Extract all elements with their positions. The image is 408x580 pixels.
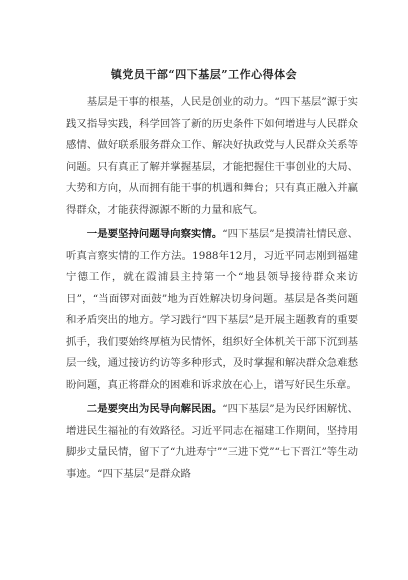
paragraph-lead: 一是要坚持问题导向察实情。	[86, 228, 223, 240]
document-body	[66, 92, 358, 488]
paragraph-intro	[66, 92, 358, 221]
paragraph-text: 基层是干事的根基，人民是创业的动力。“四下基层”源于实践又指导实践，科学回答了新的历史条件下如何增进与人民群众感情、做好联系服务群众工作、解决好执政党与人民群众关系等问题。只有真正了解并掌握基层，才能把握住干事创业的大局、大势和方向，从而拥有能干事的机遇和舞台；只有真正融入并赢得群众，才能获得源源不断的力量和底气。	[66, 96, 358, 216]
paragraph-text: “四下基层”是为民纾困解忧、增进民生福祉的有效路径。习近平同志在福建工作期间，坚持用脚步丈量民情，留下了“九进寿宁”“三进下党”“七下晋江”等生动事迹。“四下基层”是群众路	[66, 403, 358, 480]
document-title: 镇党员干部“四下基层”工作心得体会	[110, 68, 298, 81]
paragraph-text: “四下基层”是摸清社情民意、听真言察实情的工作方法。1988年12月，习近平同志刚到福建宁德工作，就在霞浦县主持第一个“地县领导接待群众来访日”，“当面锣对面鼓”地为百姓解决切身问题。基层是各类问题和矛盾突出的地方。学习践行“四下基层”是开展主题教育的重要抓手，我们要始终厚植为民情怀，组织好全体机关干部下沉到基层一线，通过接访约访等多种形式，及时掌握和解决群众急难愁盼问题，真正将群众的困难和诉求放在心上，谱写好民生乐章。	[66, 228, 358, 391]
paragraph-point-one	[66, 224, 358, 396]
paragraph-lead: 二是要突出为民导向解民困。	[86, 403, 223, 415]
paragraph-point-two	[66, 399, 358, 485]
